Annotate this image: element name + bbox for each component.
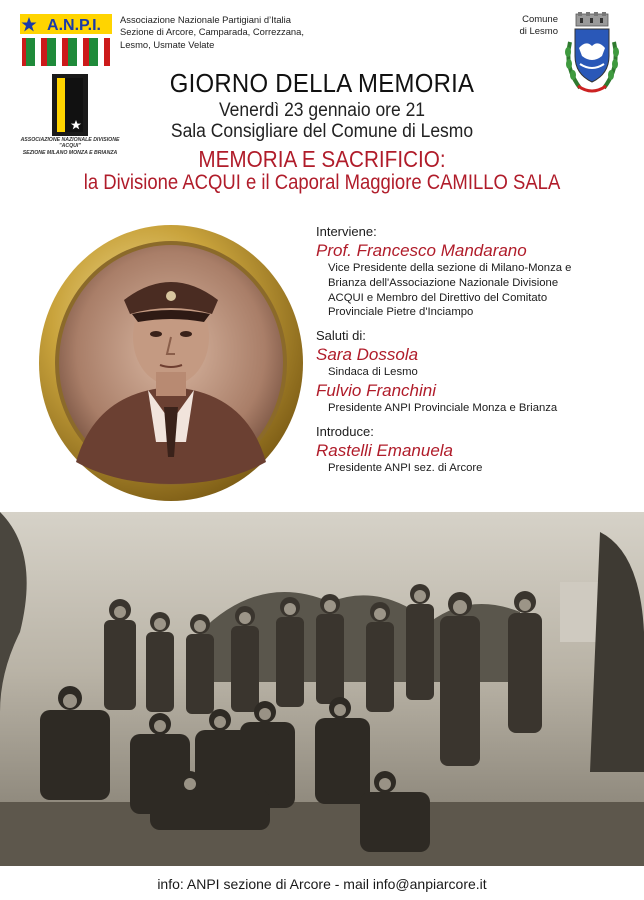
acqui-caption-line: SEZIONE MILANO MONZA E BRIANZA <box>22 149 118 156</box>
comune-line: di Lesmo <box>519 26 558 37</box>
speaker-role-line: Vice Presidente della sezione di Milano-Monza e <box>328 262 572 274</box>
speakers-panel <box>316 222 640 476</box>
group-photo <box>0 512 644 866</box>
portrait-photo <box>36 222 306 504</box>
event-subtitle-main: MEMORIA E SACRIFICIO: <box>198 146 446 172</box>
introduce-label: Introduce: <box>316 423 374 439</box>
event-subtitle-sub: la Divisione ACQUI e il Caporal Maggiore CAMILLO SALA <box>83 171 561 194</box>
speaker-role: Presidente ANPI sez. di Arcore <box>328 461 483 474</box>
event-place: Sala Consigliare del Comune di Lesmo <box>170 121 474 142</box>
speaker-role <box>328 261 640 320</box>
saluti-label: Saluti di: <box>316 328 366 344</box>
acqui-caption-line: ASSOCIAZIONE NAZIONALE DIVISIONE "ACQUI" <box>20 137 120 150</box>
speaker-role: Presidente ANPI Provinciale Monza e Brianza <box>328 401 558 414</box>
speaker-name: Fulvio Franchini <box>316 380 436 400</box>
event-title: GIORNO DELLA MEMORIA <box>169 68 475 98</box>
speaker-role: Sindaca di Lesmo <box>328 366 418 379</box>
event-date: Venerdì 23 gennaio ore 21 <box>218 100 426 121</box>
interviene-label: Interviene: <box>316 224 377 239</box>
speaker-role-line: Provinciale Pietre d'Inciampo <box>328 306 474 319</box>
speaker-name: Sara Dossola <box>316 345 419 365</box>
anpi-line: Lesmo, Usmate Velate <box>120 38 215 50</box>
anpi-logo <box>20 14 112 68</box>
speaker-name: Prof. Francesco Mandarano <box>316 241 527 260</box>
comune-label <box>506 14 558 38</box>
anpi-line: Sezione di Arcore, Camparada, Correzzana, <box>120 26 304 38</box>
comune-line: Comune <box>522 14 558 25</box>
speaker-role-line: ACQUI e Membro del Direttivo del Comitato <box>328 291 548 304</box>
anpi-section-name <box>120 14 304 51</box>
speaker-name: Rastelli Emanuela <box>316 440 454 460</box>
anpi-line: Associazione Nazionale Partigiani d’Italia <box>120 14 291 25</box>
anpi-logo-text: A.N.P.I. <box>47 17 101 34</box>
footer-contact: info: ANPI sezione di Arcore - mail info@anpiarcore.it <box>157 876 487 892</box>
speaker-role-line: Brianza dell'Associazione Nazionale Divisione <box>328 276 559 289</box>
